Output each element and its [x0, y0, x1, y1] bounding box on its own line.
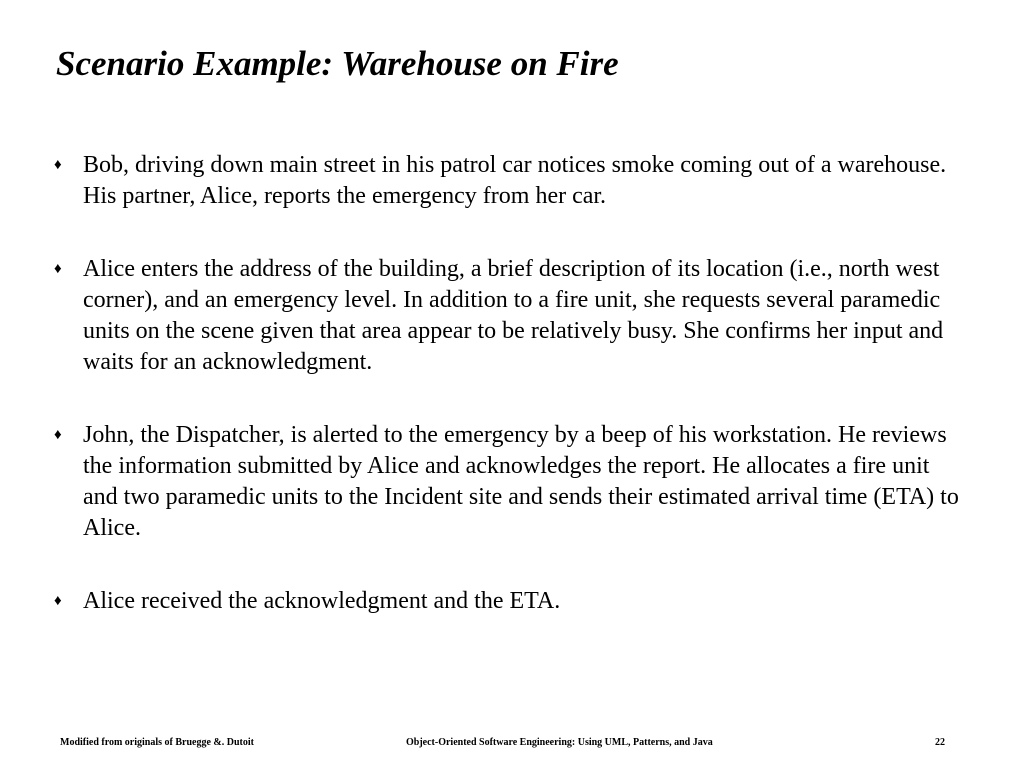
bullet-text: Bob, driving down main street in his patrol car notices smoke coming out of a warehouse. His partner, Alice, reports the emergency from her car. — [83, 152, 947, 209]
bullet-text: Alice enters the address of the building, a brief description of its location (i.e., north west corner), and an emergency level. In addition to a fire unit, she requests several paramedic units on the scene given that area appear to be relatively busy. She confirms her input and waits for an acknowledgment. — [83, 256, 944, 375]
diamond-icon: ♦ — [54, 157, 62, 173]
diamond-icon: ♦ — [54, 261, 62, 277]
bullet-text: John, the Dispatcher, is alerted to the emergency by a beep of his workstation. He reviews the information submitted by Alice and acknowledges the report. He allocates a fire unit and two paramedic units to the Incident site and sends their estimated arrival time (ETA) to Alice. — [83, 422, 959, 541]
bullet-item — [54, 420, 964, 544]
bullet-item — [54, 254, 964, 378]
diamond-icon: ♦ — [54, 593, 62, 609]
bullet-item — [54, 150, 964, 212]
bullet-list — [54, 150, 964, 659]
page-number: 22 — [935, 737, 945, 748]
bullet-item — [54, 586, 964, 617]
bullet-text: Alice received the acknowledgment and the ETA. — [83, 588, 561, 614]
footer-attribution: Modified from originals of Bruegge &. Dutoit — [60, 737, 254, 748]
slide-title: Scenario Example: Warehouse on Fire — [56, 44, 619, 83]
footer-course-title: Object-Oriented Software Engineering: Using UML, Patterns, and Java — [406, 737, 713, 748]
diamond-icon: ♦ — [54, 427, 62, 443]
